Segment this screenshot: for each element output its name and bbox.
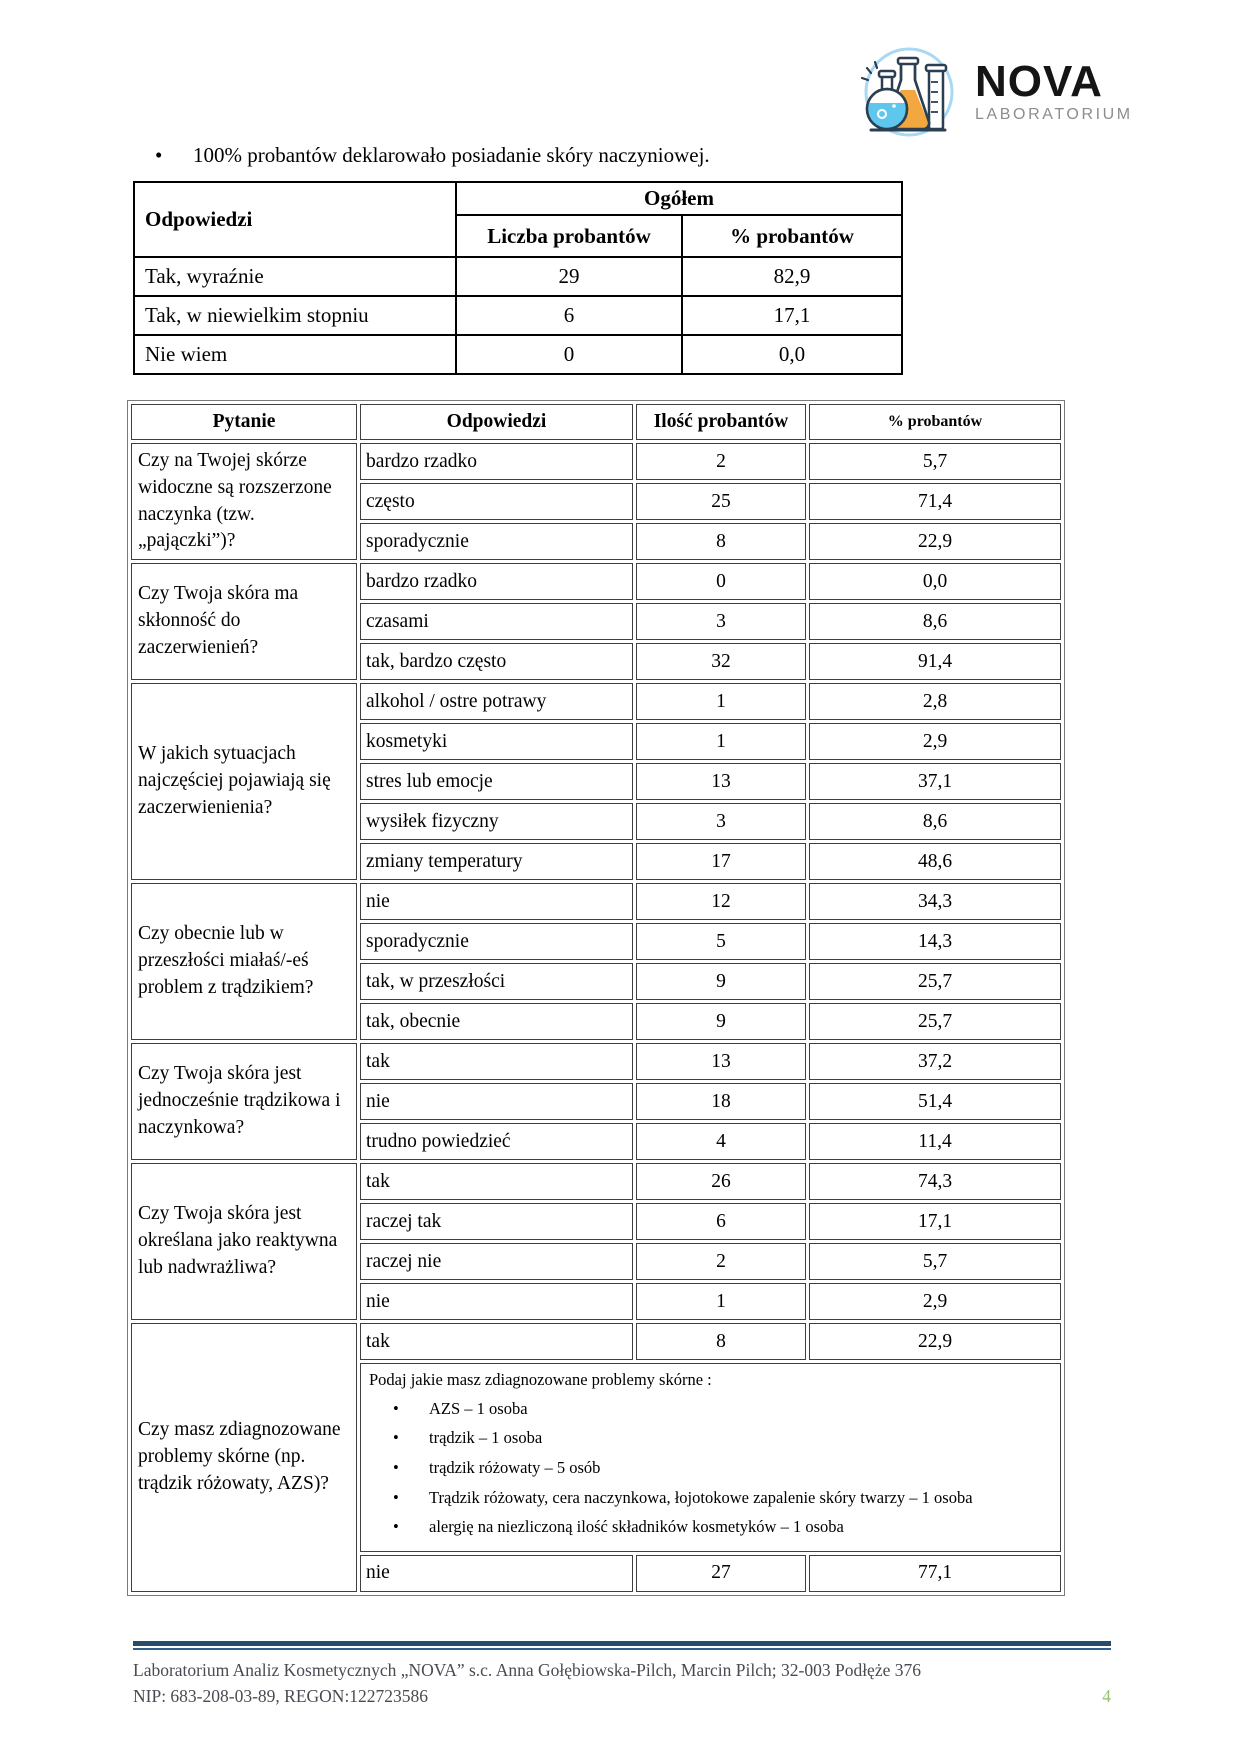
survey-table-row bbox=[131, 443, 1061, 480]
count-cell: 18 bbox=[636, 1083, 806, 1120]
answer-cell: bardzo rzadko bbox=[360, 443, 633, 480]
page-number: 4 bbox=[1102, 1686, 1111, 1707]
count-cell: 13 bbox=[636, 1043, 806, 1080]
logo-text bbox=[975, 56, 1133, 123]
survey-question-header: Pytanie bbox=[131, 404, 357, 440]
percent-cell: 37,1 bbox=[809, 763, 1061, 800]
answer-cell: stres lub emocje bbox=[360, 763, 633, 800]
count-cell: 9 bbox=[636, 1003, 806, 1040]
summary-table-row bbox=[134, 296, 902, 335]
count-cell: 6 bbox=[456, 296, 682, 335]
note-item: • alergię na niezliczoną ilość składników kosmetyków – 1 osoba bbox=[369, 1517, 1052, 1538]
question-cell: Czy masz zdiagnozowane problemy skórne (np. trądzik różowaty, AZS)? bbox=[131, 1323, 357, 1592]
count-cell: 13 bbox=[636, 763, 806, 800]
summary-percent-header: % probantów bbox=[682, 215, 902, 257]
footer-rule-thin bbox=[133, 1648, 1111, 1650]
note-item: • Trądzik różowaty, cera naczynkowa, łojotokowe zapalenie skóry twarzy – 1 osoba bbox=[369, 1488, 1052, 1509]
summary-table-row bbox=[134, 335, 902, 374]
count-cell: 26 bbox=[636, 1163, 806, 1200]
percent-cell: 25,7 bbox=[809, 1003, 1061, 1040]
answer-cell: nie bbox=[360, 1555, 633, 1592]
answer-cell: bardzo rzadko bbox=[360, 563, 633, 600]
answer-cell: kosmetyki bbox=[360, 723, 633, 760]
question-cell: Czy Twoja skóra jest jednocześnie trądzikowa i naczynkowa? bbox=[131, 1043, 357, 1160]
percent-cell: 14,3 bbox=[809, 923, 1061, 960]
percent-cell: 0,0 bbox=[809, 563, 1061, 600]
answer-cell: tak, bardzo często bbox=[360, 643, 633, 680]
survey-table bbox=[127, 400, 1065, 1596]
page-footer bbox=[133, 1641, 1111, 1710]
count-cell: 2 bbox=[636, 443, 806, 480]
answer-cell: Tak, w niewielkim stopniu bbox=[134, 296, 456, 335]
answer-cell: Nie wiem bbox=[134, 335, 456, 374]
percent-cell: 37,2 bbox=[809, 1043, 1061, 1080]
percent-cell: 34,3 bbox=[809, 883, 1061, 920]
percent-cell: 0,0 bbox=[682, 335, 902, 374]
count-cell: 0 bbox=[456, 335, 682, 374]
count-cell: 1 bbox=[636, 1283, 806, 1320]
answer-cell: tak, w przeszłości bbox=[360, 963, 633, 1000]
percent-cell: 17,1 bbox=[682, 296, 902, 335]
answer-cell: wysiłek fizyczny bbox=[360, 803, 633, 840]
survey-table-row bbox=[131, 683, 1061, 720]
survey-table-row bbox=[131, 1323, 1061, 1360]
logo-subtitle: LABORATORIUM bbox=[975, 105, 1133, 123]
answer-cell: nie bbox=[360, 883, 633, 920]
answer-cell: sporadycznie bbox=[360, 523, 633, 560]
percent-cell: 51,4 bbox=[809, 1083, 1061, 1120]
footer-nip-regon: NIP: 683-208-03-89, REGON:122723586 bbox=[133, 1686, 429, 1707]
count-cell: 12 bbox=[636, 883, 806, 920]
diagnosed-problems-note-cell bbox=[360, 1363, 1061, 1552]
summary-group-header: Ogółem bbox=[456, 182, 902, 215]
count-cell: 25 bbox=[636, 483, 806, 520]
answer-cell: nie bbox=[360, 1283, 633, 1320]
percent-cell: 48,6 bbox=[809, 843, 1061, 880]
answer-cell: czasami bbox=[360, 603, 633, 640]
answer-cell: nie bbox=[360, 1083, 633, 1120]
percent-cell: 5,7 bbox=[809, 1243, 1061, 1280]
count-cell: 1 bbox=[636, 683, 806, 720]
percent-cell: 22,9 bbox=[809, 523, 1061, 560]
summary-answers-header: Odpowiedzi bbox=[134, 182, 456, 257]
note-intro: Podaj jakie masz zdiagnozowane problemy skórne : bbox=[369, 1370, 712, 1389]
count-cell: 9 bbox=[636, 963, 806, 1000]
percent-cell: 2,8 bbox=[809, 683, 1061, 720]
footer-rule bbox=[133, 1641, 1111, 1646]
answer-cell: tak, obecnie bbox=[360, 1003, 633, 1040]
note-item: • AZS – 1 osoba bbox=[369, 1399, 1052, 1420]
answer-cell: tak bbox=[360, 1043, 633, 1080]
count-cell: 3 bbox=[636, 603, 806, 640]
survey-count-header: Ilość probantów bbox=[636, 404, 806, 440]
survey-table-row bbox=[131, 1043, 1061, 1080]
percent-cell: 82,9 bbox=[682, 257, 902, 296]
count-cell: 3 bbox=[636, 803, 806, 840]
summary-table-row bbox=[134, 257, 902, 296]
question-cell: W jakich sytuacjach najczęściej pojawiają się zaczerwienienia? bbox=[131, 683, 357, 880]
percent-cell: 71,4 bbox=[809, 483, 1061, 520]
nova-logo bbox=[853, 42, 1133, 140]
survey-answers-header: Odpowiedzi bbox=[360, 404, 633, 440]
count-cell: 29 bbox=[456, 257, 682, 296]
count-cell: 27 bbox=[636, 1555, 806, 1592]
count-cell: 32 bbox=[636, 643, 806, 680]
percent-cell: 22,9 bbox=[809, 1323, 1061, 1360]
count-cell: 1 bbox=[636, 723, 806, 760]
percent-cell: 8,6 bbox=[809, 603, 1061, 640]
note-item: • trądzik różowaty – 5 osób bbox=[369, 1458, 1052, 1479]
percent-cell: 5,7 bbox=[809, 443, 1061, 480]
survey-table-row bbox=[131, 883, 1061, 920]
count-cell: 8 bbox=[636, 523, 806, 560]
question-cell: Czy Twoja skóra ma skłonność do zaczerwienień? bbox=[131, 563, 357, 680]
count-cell: 17 bbox=[636, 843, 806, 880]
footer-company-line: Laboratorium Analiz Kosmetycznych „NOVA” s.c. Anna Gołębiowska-Pilch, Marcin Pilch; 32-003 Podłęże 376 bbox=[133, 1660, 921, 1680]
bullet-text: 100% probantów deklarowało posiadanie skóry naczyniowej. bbox=[193, 143, 710, 167]
answer-cell: często bbox=[360, 483, 633, 520]
answer-cell: Tak, wyraźnie bbox=[134, 257, 456, 296]
answer-cell: tak bbox=[360, 1163, 633, 1200]
percent-cell: 2,9 bbox=[809, 1283, 1061, 1320]
lab-flasks-icon bbox=[853, 42, 965, 140]
question-cell: Czy Twoja skóra jest określana jako reaktywna lub nadwrażliwa? bbox=[131, 1163, 357, 1320]
survey-table-row bbox=[131, 1163, 1061, 1200]
percent-cell: 91,4 bbox=[809, 643, 1061, 680]
answer-cell: trudno powiedzieć bbox=[360, 1123, 633, 1160]
question-cell: Czy obecnie lub w przeszłości miałaś/-eś problem z trądzikiem? bbox=[131, 883, 357, 1040]
answer-cell: sporadycznie bbox=[360, 923, 633, 960]
survey-table-row bbox=[131, 563, 1061, 600]
count-cell: 6 bbox=[636, 1203, 806, 1240]
answer-cell: alkohol / ostre potrawy bbox=[360, 683, 633, 720]
percent-cell: 74,3 bbox=[809, 1163, 1061, 1200]
summary-count-header: Liczba probantów bbox=[456, 215, 682, 257]
count-cell: 2 bbox=[636, 1243, 806, 1280]
summary-table bbox=[133, 181, 903, 375]
answer-cell: raczej nie bbox=[360, 1243, 633, 1280]
percent-cell: 17,1 bbox=[809, 1203, 1061, 1240]
answer-cell: raczej tak bbox=[360, 1203, 633, 1240]
percent-cell: 25,7 bbox=[809, 963, 1061, 1000]
bullet-marker: • bbox=[155, 143, 163, 167]
percent-cell: 8,6 bbox=[809, 803, 1061, 840]
count-cell: 4 bbox=[636, 1123, 806, 1160]
count-cell: 8 bbox=[636, 1323, 806, 1360]
percent-cell: 2,9 bbox=[809, 723, 1061, 760]
bullet-line bbox=[155, 143, 1055, 168]
question-cell: Czy na Twojej skórze widoczne są rozszerzone naczynka (tzw. „pajączki”)? bbox=[131, 443, 357, 560]
logo-name: NOVA bbox=[975, 56, 1103, 106]
survey-percent-header: % probantów bbox=[809, 404, 1061, 440]
percent-cell: 11,4 bbox=[809, 1123, 1061, 1160]
answer-cell: zmiany temperatury bbox=[360, 843, 633, 880]
note-item: • trądzik – 1 osoba bbox=[369, 1428, 1052, 1449]
count-cell: 5 bbox=[636, 923, 806, 960]
count-cell: 0 bbox=[636, 563, 806, 600]
answer-cell: tak bbox=[360, 1323, 633, 1360]
percent-cell: 77,1 bbox=[809, 1555, 1061, 1592]
